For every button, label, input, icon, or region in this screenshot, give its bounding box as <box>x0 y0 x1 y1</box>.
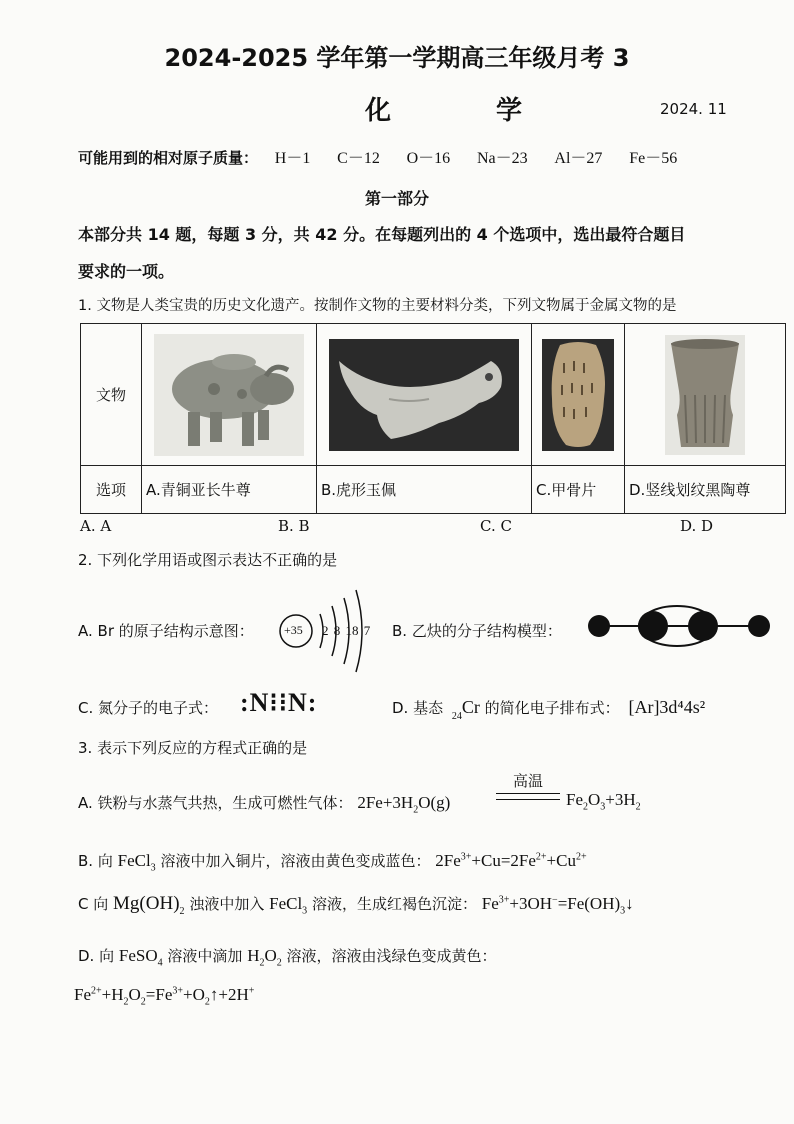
exam-date: 2024. 11 <box>660 100 727 118</box>
q3-stem: 3. 表示下列反应的方程式正确的是 <box>78 739 308 757</box>
q1-choice-b: B. B <box>278 517 310 535</box>
q3-option-a-equals <box>496 793 560 800</box>
cr-atomic-number: 24 <box>451 711 462 722</box>
q3-option-d-text3: 溶液，溶液由浅绿色变成黄色： <box>286 947 497 965</box>
n2-electron-formula: :N⁝⁝N: <box>240 688 318 717</box>
atomic-masses-label: 可能用到的相对原子质量： <box>78 149 259 167</box>
q3-option-c-equation: $Fe^{3+}+3OH^-=Fe(OH)_3↓$ <box>481 894 634 917</box>
fecl3-formula: FeCl$_3$ <box>117 851 156 874</box>
option-b-label: B.虎形玉佩 <box>317 466 532 514</box>
atomic-mass-o: O－16 <box>406 150 451 167</box>
q2-option-a-label: A. Br 的原子结构示意图： <box>78 622 254 640</box>
q3-option-a-text: A. 铁粉与水蒸气共热，生成可燃性气体： <box>78 794 353 812</box>
br-shell-electrons: 2 8 18 7 <box>322 623 371 638</box>
relic-row-head: 文物 <box>81 324 142 466</box>
q3-option-d <box>78 945 497 968</box>
option-row-head: 选项 <box>81 466 142 514</box>
br-nucleus-charge: +35 <box>284 623 303 637</box>
q3-option-b-equation: $2Fe^{3+}+Cu=2Fe^{2+}+Cu^{2+}$ <box>435 851 587 870</box>
relic-cell-c <box>532 324 625 466</box>
atomic-mass-h: H－1 <box>274 150 311 167</box>
option-d-label: D.竖线划纹黑陶尊 <box>625 466 786 514</box>
fecl3-formula-c: FeCl$_3$ <box>269 894 308 917</box>
q2-option-d-text: 的简化电子排布式： <box>484 699 620 717</box>
relic-table <box>80 323 786 514</box>
q3-option-c-text1: C 向 <box>78 895 109 913</box>
q3-option-b-text1: B. 向 <box>78 852 113 870</box>
exam-title: 2024-2025 学年第一学期高三年级月考 3 <box>164 44 630 72</box>
q2-option-d-label: D. 基态 <box>392 699 444 717</box>
mgoh2-formula: $Mg(OH)_2$ <box>113 893 185 917</box>
q3-option-a-equation: $2Fe+3H_2O(g)$ <box>357 793 451 816</box>
atomic-mass-c: C－12 <box>337 150 380 167</box>
q3-option-a <box>78 792 450 815</box>
q1-choice-c: C. C <box>480 517 512 535</box>
q3-option-d-text1: D. 向 <box>78 947 115 965</box>
bronze-ox-image <box>154 334 304 456</box>
q3-option-c-text3: 溶液，生成红褐色沉淀： <box>311 895 477 913</box>
q3-option-b <box>78 850 587 873</box>
q3-option-c-text2: 浊液中加入 <box>189 895 265 913</box>
q2-option-c-label: C. 氮分子的电子式： <box>78 699 219 717</box>
q3-option-a-products: $Fe_2O_3+3H_2$ <box>566 790 641 813</box>
relic-cell-a <box>142 324 317 466</box>
black-pottery-image <box>665 335 745 455</box>
atomic-masses <box>78 145 699 168</box>
jade-tiger-image <box>329 339 519 451</box>
subject-title: 化 学 <box>365 96 571 126</box>
atomic-mass-na: Na－23 <box>476 150 528 167</box>
cr-electron-configuration: [Ar]3d⁴4s² <box>628 697 706 717</box>
atomic-mass-fe: Fe－56 <box>629 150 678 167</box>
option-a-label: A.青铜亚长牛尊 <box>142 466 317 514</box>
option-c-label: C.甲骨片 <box>532 466 625 514</box>
q3-option-a-condition: 高温 <box>512 772 543 790</box>
q2-option-b-label: B. 乙炔的分子结构模型： <box>392 622 562 640</box>
oracle-bone-image <box>542 339 614 451</box>
h2o2-formula: $H_2O_2$ <box>247 946 282 969</box>
relic-cell-d <box>625 324 786 466</box>
q1-choice-d: D. D <box>680 517 714 535</box>
q1-stem: 1. 文物是人类宝贵的历史文化遗产。按制作文物的主要材料分类，下列文物属于金属文物的是 <box>78 298 677 314</box>
relic-cell-b <box>317 324 532 466</box>
q3-option-d-equation: $Fe^{2+}+H_2O_2=Fe^{3+}+O_2↑+2H^+$ <box>74 985 255 1008</box>
atomic-mass-al: Al－27 <box>554 150 603 167</box>
acetylene-ball-stick-model <box>585 604 775 650</box>
cr-symbol: Cr <box>461 697 480 717</box>
q3-option-c <box>78 893 634 917</box>
instruction-line-2: 要求的一项。 <box>78 262 175 281</box>
feso4-formula: FeSO$_4$ <box>118 946 163 969</box>
part-title: 第一部分 <box>364 189 429 208</box>
q3-option-b-text2: 溶液中加入铜片，溶液由黄色变成蓝色： <box>160 852 431 870</box>
q3-option-d-text2: 溶液中滴加 <box>167 947 243 965</box>
q2-option-d <box>392 697 705 722</box>
instruction-line-1: 本部分共 14 题，每题 3 分，共 42 分。在每题列出的 4 个选项中，选出最符合题目 <box>78 225 686 244</box>
q2-stem: 2. 下列化学用语或图示表达不正确的是 <box>78 551 338 569</box>
q1-choice-a: A. A <box>80 517 112 535</box>
